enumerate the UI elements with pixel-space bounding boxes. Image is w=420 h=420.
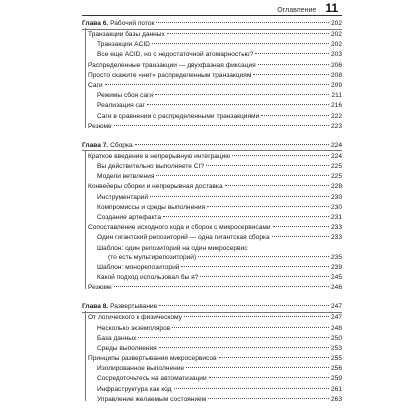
toc-entry[interactable] (82, 213, 342, 223)
chapter-page-number: 224 (330, 141, 342, 149)
section-title: От логического к физическому (88, 314, 182, 322)
toc-entry[interactable] (82, 61, 342, 71)
entry-page-number: 247 (330, 314, 342, 322)
entry-page-number: 233 (330, 234, 342, 242)
toc-entry[interactable] (82, 40, 342, 50)
subsection-title: Инструментарий (97, 193, 149, 201)
dot-leader (105, 84, 329, 85)
entry-page-number: 225 (330, 173, 342, 181)
subsection-title: Саги в сравнении с распределенными транзакциями (97, 112, 260, 120)
dot-leader (253, 74, 329, 75)
dot-leader (159, 305, 329, 306)
entry-page-number: 239 (330, 263, 342, 271)
page-number: 11 (325, 1, 338, 15)
dot-leader (155, 94, 329, 95)
dot-leader (258, 64, 329, 65)
toc-entry[interactable] (82, 223, 342, 233)
entry-page-number: 259 (330, 375, 342, 383)
dot-leader (172, 327, 329, 328)
hierarchy-line (85, 150, 86, 289)
entry-page-number: 202 (330, 31, 342, 38)
header-rule (82, 15, 342, 16)
chapter-page-number: 247 (330, 303, 342, 311)
entry-page-number: 206 (330, 61, 342, 69)
table-of-contents (82, 17, 342, 405)
section-title: Просто скажите «нет» распределенным транзакциям (88, 71, 252, 79)
entry-page-number: 230 (330, 193, 342, 201)
chapter-number: Глава 6. (82, 20, 109, 27)
toc-entry[interactable] (82, 254, 342, 263)
section-title: Конвейеры сборки и непрерывная доставка (88, 183, 223, 191)
entry-page-number: 263 (330, 395, 342, 403)
toc-entry[interactable] (82, 334, 342, 344)
toc-entry[interactable] (82, 71, 342, 81)
dot-leader (225, 185, 329, 186)
entry-page-number: 209 (330, 81, 342, 89)
chapter-number: Глава 8. (82, 303, 109, 311)
subsection-title: Один гигантский репозиторий — одна гигантская сборка (97, 234, 270, 242)
entry-page-number: 211 (331, 92, 342, 100)
subsection-title: (то есть мультирепозиторий) (108, 253, 197, 261)
dot-leader (114, 125, 329, 126)
entry-page-number: 261 (330, 385, 342, 393)
toc-entry[interactable] (82, 283, 342, 293)
entry-page-number: 222 (330, 112, 342, 120)
dot-leader (232, 155, 329, 156)
chapter-underline (82, 150, 342, 151)
dot-leader (181, 266, 329, 267)
chapter-block (82, 139, 342, 293)
subsection-title: База данных (97, 334, 137, 342)
dot-leader (272, 236, 329, 237)
dot-leader (186, 367, 329, 368)
subsection-title: Инфраструктура как код (97, 385, 172, 393)
subsection-title: Какой подход использовал бы я? (97, 273, 199, 281)
subsection-title: Шаблон: один репозиторий на один микросервис (97, 244, 248, 252)
entry-page-number: 253 (330, 344, 342, 352)
dot-leader (152, 43, 329, 44)
subsection-title: Сосредоточьтесь на автоматизации (97, 375, 207, 383)
subsection-title: Изолированное выполнение (97, 365, 185, 373)
dot-leader (138, 337, 329, 338)
chapter-name: Развертывание (110, 303, 158, 311)
subsection-title: Модели ветвления (97, 173, 155, 181)
toc-entry[interactable] (82, 122, 342, 132)
dot-leader (167, 33, 329, 34)
entry-page-number: 230 (330, 203, 342, 211)
toc-entry[interactable] (82, 385, 342, 395)
toc-entry[interactable] (82, 101, 342, 111)
section-title: Транзакции базы данных (88, 31, 165, 38)
dot-leader (255, 53, 329, 54)
dot-leader (156, 175, 329, 176)
toc-entry[interactable] (82, 324, 342, 334)
toc-entry[interactable] (82, 203, 342, 213)
toc-entry[interactable] (82, 364, 342, 374)
toc-entry[interactable] (82, 50, 342, 60)
chapter-block (82, 17, 342, 132)
subsection-title: Несколько экземпляров (97, 324, 171, 332)
chapter-name: Сборка (110, 141, 133, 149)
subsection-title: Создание артефакта (97, 214, 162, 221)
dot-leader (261, 115, 329, 116)
chapter-underline (82, 29, 342, 30)
entry-page-number: 246 (330, 284, 342, 292)
dot-leader (159, 347, 329, 348)
dot-leader (114, 286, 329, 287)
dot-leader (273, 226, 329, 227)
running-head-title: Оглавление (277, 7, 317, 14)
toc-entry[interactable] (82, 182, 342, 192)
toc-entry[interactable] (82, 112, 342, 122)
entry-page-number: 255 (330, 355, 342, 363)
dot-leader (208, 398, 329, 399)
dot-leader (135, 144, 329, 145)
toc-entry[interactable] (82, 30, 342, 40)
hierarchy-line (85, 311, 86, 401)
entry-page-number: 223 (330, 122, 342, 130)
section-title: Саги (88, 81, 103, 89)
subsection-title: Режимы сбоя саги (97, 92, 154, 100)
dot-leader (174, 388, 329, 389)
subsection-title: Управление желаемым состоянием (97, 395, 207, 403)
subsection-title: Среды выполнения (97, 344, 157, 352)
toc-entry[interactable] (82, 354, 342, 364)
entry-page-number: 225 (330, 163, 342, 171)
chapter-underline (82, 312, 342, 313)
chapter-block (82, 300, 342, 405)
dot-leader (198, 256, 329, 257)
toc-entry[interactable] (82, 172, 342, 182)
section-title: Резюме (88, 284, 112, 292)
entry-page-number: 233 (330, 224, 342, 232)
chapter-page-number: 202 (330, 20, 342, 27)
toc-entry[interactable] (82, 193, 342, 203)
entry-page-number: 235 (330, 253, 342, 261)
dot-leader (150, 196, 329, 197)
toc-entry[interactable] (82, 273, 342, 283)
toc-entry[interactable] (82, 374, 342, 384)
entry-page-number: 224 (330, 152, 342, 160)
entry-page-number: 216 (330, 102, 342, 110)
hierarchy-line (85, 28, 86, 128)
section-title: Распределенные транзакции — двухфазная фиксация (88, 61, 256, 69)
chapter-number: Глава 7. (82, 141, 109, 149)
entry-page-number: 208 (330, 71, 342, 79)
subsection-title: Транзакции ACID (97, 41, 150, 49)
dot-leader (219, 357, 329, 358)
dot-leader (200, 276, 329, 277)
chapter-name: Рабочий поток (110, 20, 155, 27)
entry-page-number: 250 (330, 334, 342, 342)
dot-leader (206, 165, 329, 166)
section-title: Краткое введение в непрерывную интеграцию (88, 152, 231, 160)
section-title: Принципы развертывания микросервисов (88, 355, 217, 363)
toc-entry[interactable] (82, 91, 342, 101)
running-head (277, 1, 338, 16)
entry-page-number: 256 (330, 365, 342, 373)
entry-page-number: 248 (330, 324, 342, 332)
toc-entry[interactable] (82, 244, 342, 254)
toc-entry[interactable] (82, 152, 342, 162)
toc-entry[interactable] (82, 313, 342, 323)
toc-entry[interactable] (82, 162, 342, 172)
toc-entry[interactable] (82, 263, 342, 273)
entry-page-number: 228 (330, 183, 342, 191)
entry-page-number: 231 (330, 214, 342, 221)
dot-leader (209, 377, 329, 378)
toc-entry[interactable] (82, 81, 342, 91)
subsection-title: Компромиссы и среды выполнения (97, 203, 206, 211)
section-title: Сопоставление исходного кода и сборок с микросервисами (88, 224, 271, 232)
dot-leader (184, 316, 329, 317)
dot-leader (163, 216, 329, 217)
entry-page-number: 245 (330, 273, 342, 281)
dot-leader (156, 22, 329, 23)
subsection-title: Вы действительно выполняете CI? (97, 163, 205, 171)
section-title: Резюме (88, 122, 112, 130)
entry-page-number: 202 (330, 41, 342, 49)
toc-entry[interactable] (82, 233, 342, 243)
subsection-title: Все еще ACID, но с недостаточной атомарностью? (97, 51, 254, 59)
subsection-title: Шаблон: монорепозиторий (97, 263, 180, 271)
dot-leader (147, 104, 329, 105)
dot-leader (207, 206, 329, 207)
entry-page-number: 203 (330, 51, 342, 59)
subsection-title: Реализация саг (97, 102, 145, 110)
toc-entry[interactable] (82, 395, 342, 405)
toc-entry[interactable] (82, 344, 342, 354)
